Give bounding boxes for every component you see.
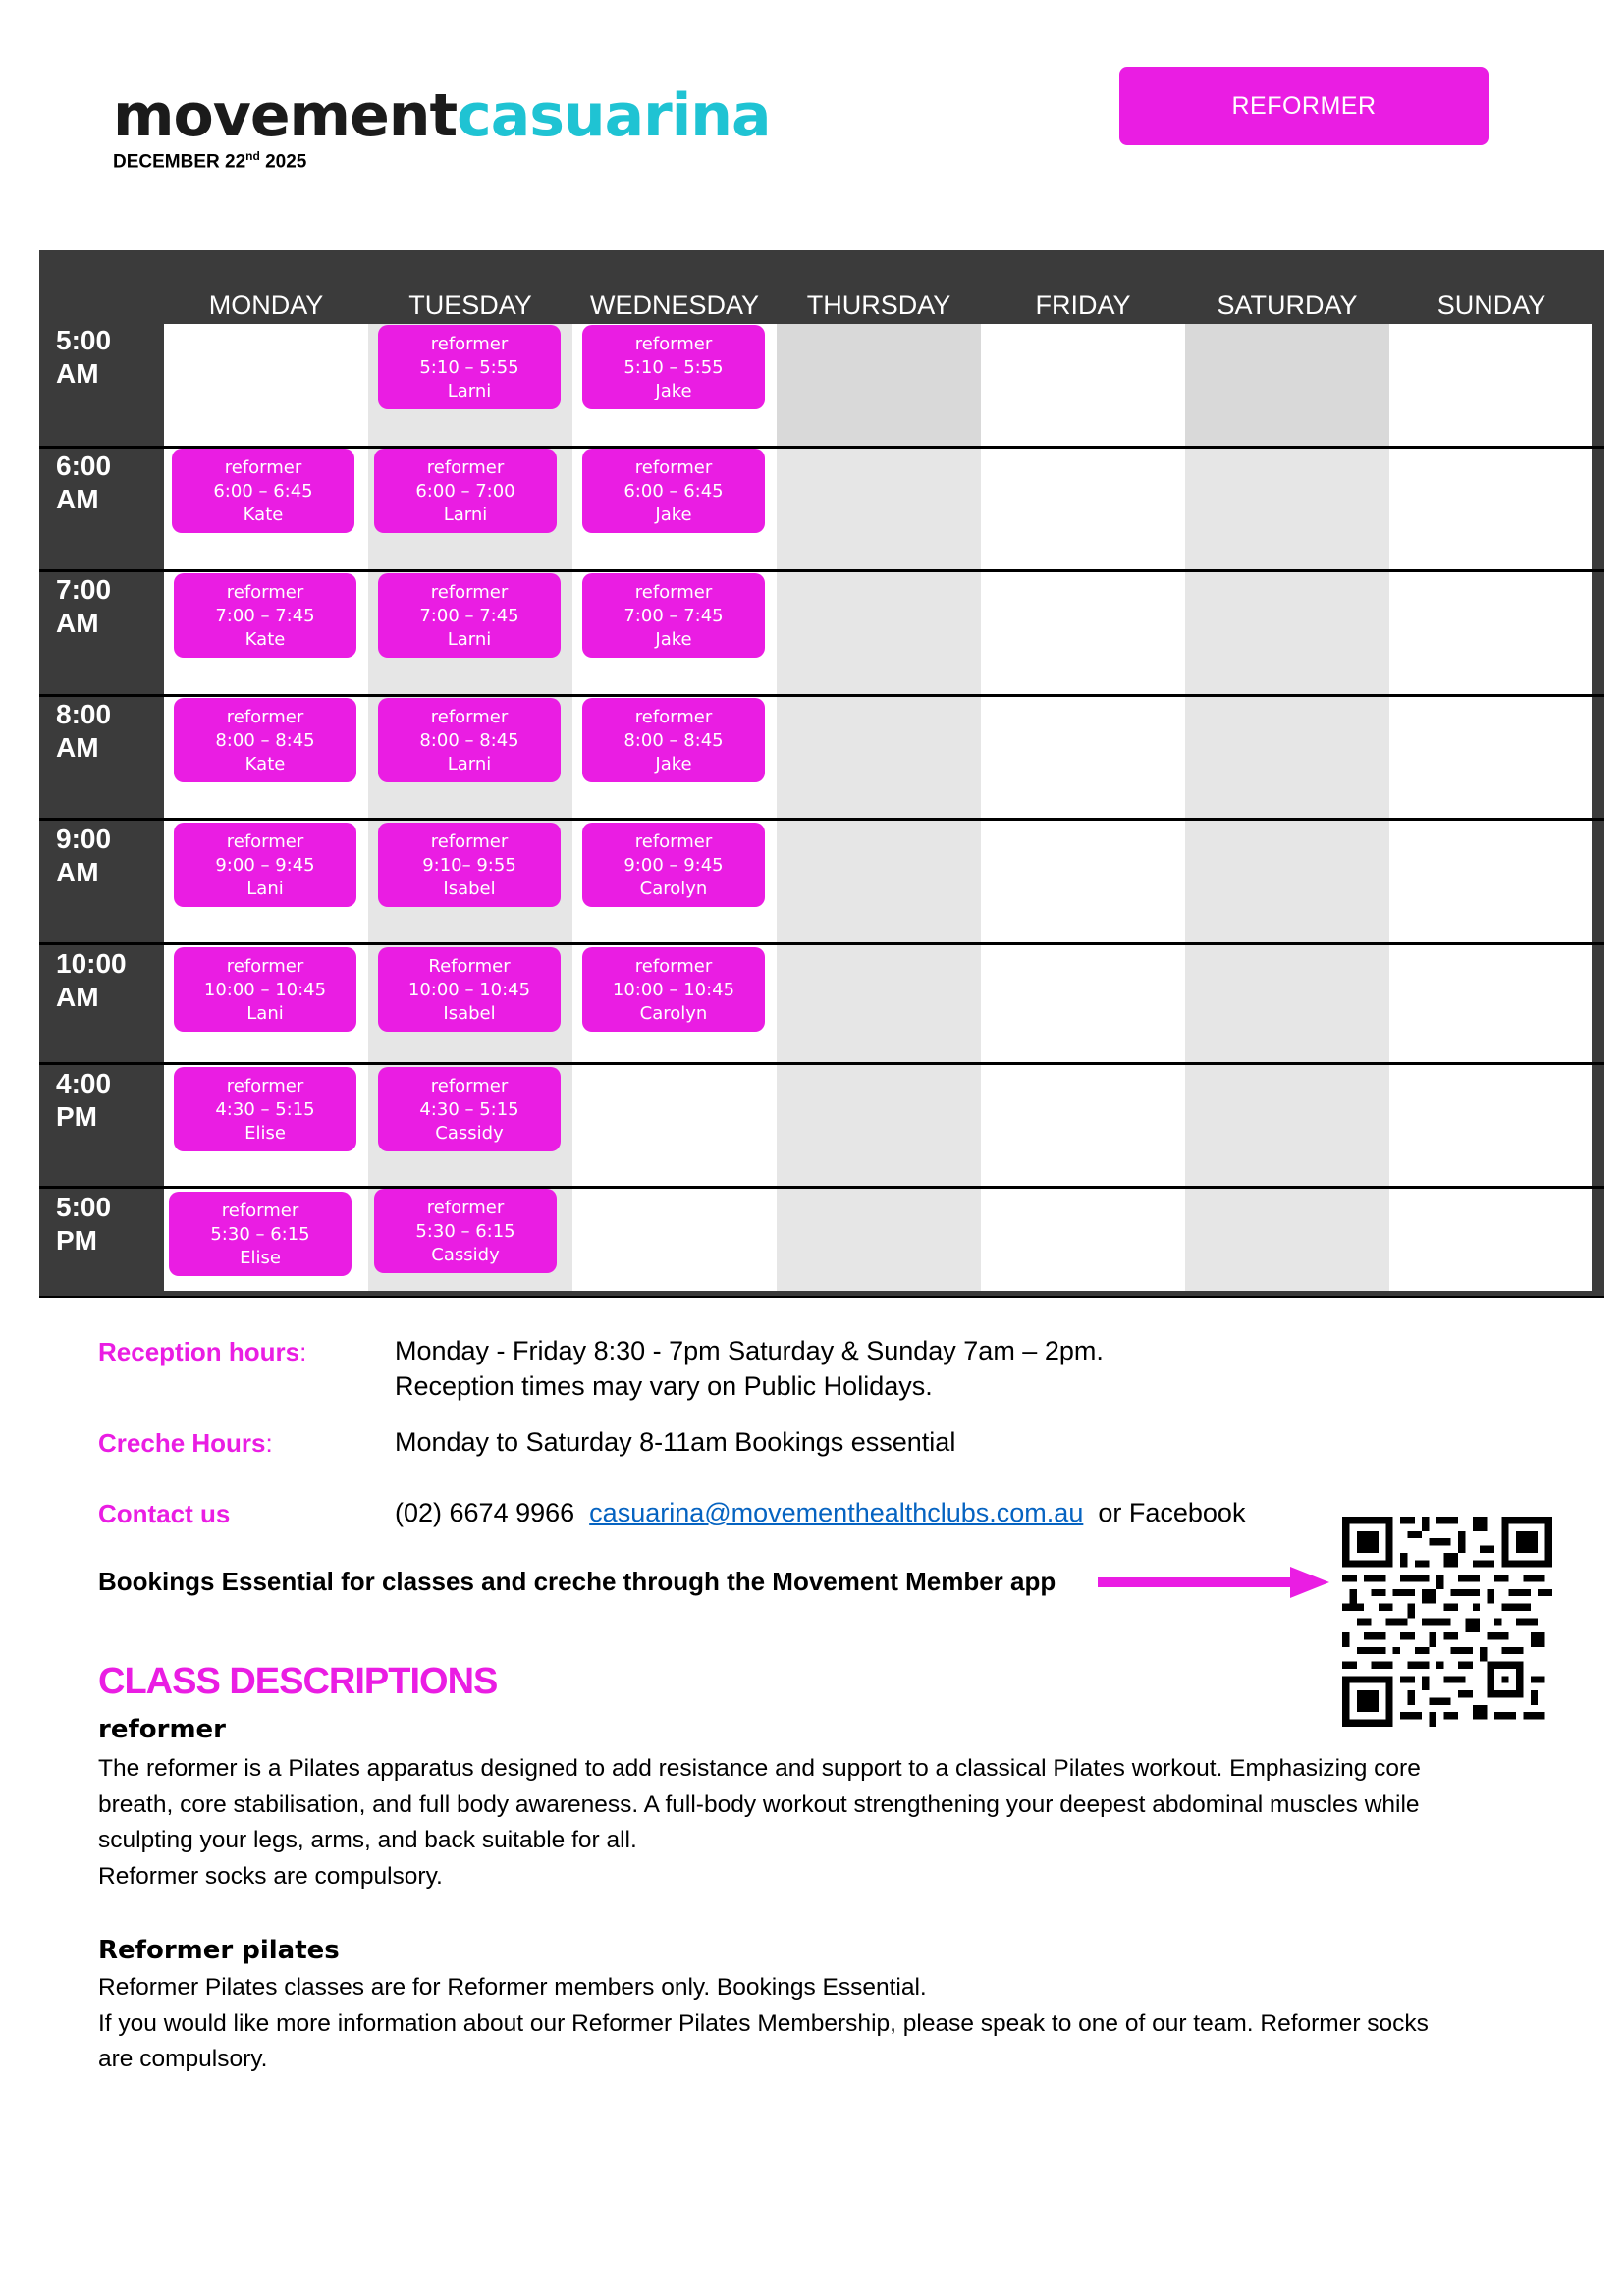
class-block[interactable]: Reformer 10:00 – 10:45 Isabel [378,947,561,1032]
class-block[interactable]: reformer 7:00 – 7:45 Larni [378,573,561,658]
contact-email-link[interactable]: casuarina@movementhealthclubs.com.au [589,1498,1084,1527]
class-block[interactable]: reformer 10:00 – 10:45 Lani [174,947,356,1032]
description-text: The reformer is a Pilates apparatus designed to add resistance and support to a classical Pilates workout. Emphasizing core breath, core stabilisation, and full body awareness. A full-body workout strengthening your deepest abdominal muscles while sculpting your legs, arms, and back suitable for all. Reformer socks are compulsory. [98,1755,1421,1890]
class-block[interactable]: reformer 9:10– 9:55 Isabel [378,823,561,907]
day-header-wednesday: WEDNESDAY [589,291,760,320]
thursday-first-cell [777,324,981,447]
contact-facebook: or Facebook [1098,1498,1246,1527]
class-block[interactable]: reformer 7:00 – 7:45 Jake [582,573,765,658]
row-divider [39,569,1604,572]
row-divider [39,1186,1604,1189]
contact-us-label: Contact us [98,1499,231,1528]
program-badge: REFORMER [1119,67,1489,145]
class-block[interactable]: reformer 8:00 – 8:45 Jake [582,698,765,782]
time-label: 5:00 PM [56,1192,112,1255]
arrow-right-icon [1098,1563,1329,1602]
time-label: 7:00 AM [56,574,112,638]
description-heading: reformer [98,1715,226,1744]
creche-hours-label: Creche Hours: [98,1428,273,1458]
class-block[interactable]: reformer 5:30 – 6:15 Cassidy [374,1189,557,1273]
day-header-sunday: SUNDAY [1436,291,1546,320]
saturday-first-cell [1185,324,1389,447]
day-header-friday: FRIDAY [1035,291,1131,320]
contact-details [395,1495,1245,1530]
class-block[interactable]: reformer 9:00 – 9:45 Lani [174,823,356,907]
time-label: 4:00 PM [56,1068,112,1132]
class-block[interactable]: reformer 6:00 – 6:45 Kate [172,449,354,533]
friday-column [981,324,1185,1291]
sunday-column [1389,324,1592,1291]
reception-hours-value: Monday - Friday 8:30 - 7pm Saturday & Sunday 7am – 2pm. Reception times may vary on Public Holidays. [395,1336,1104,1401]
time-label: 8:00 AM [56,699,112,763]
time-label: 6:00 AM [56,451,112,514]
class-block[interactable]: reformer 10:00 – 10:45 Carolyn [582,947,765,1032]
class-block[interactable]: reformer 7:00 – 7:45 Kate [174,573,356,658]
timetable-date: DECEMBER 22nd 2025 [113,149,307,173]
row-divider [39,818,1604,821]
class-block[interactable]: reformer 6:00 – 6:45 Jake [582,449,765,533]
class-block[interactable]: reformer 4:30 – 5:15 Cassidy [378,1067,561,1151]
class-block[interactable]: reformer 5:10 – 5:55 Jake [582,325,765,409]
contact-phone: (02) 6674 9966 [395,1498,575,1527]
time-label: 10:00 AM [56,948,127,1012]
qr-code-icon[interactable] [1342,1517,1552,1727]
row-divider [39,694,1604,697]
class-block[interactable]: reformer 8:00 – 8:45 Larni [378,698,561,782]
description-heading: Reformer pilates [98,1936,340,1965]
day-header-saturday: SATURDAY [1217,291,1358,320]
class-block[interactable]: reformer 4:30 – 5:15 Elise [174,1067,356,1151]
class-block[interactable]: reformer 5:30 – 6:15 Elise [169,1192,352,1276]
time-label: 5:00 AM [56,325,112,389]
saturday-column [1185,324,1389,1291]
creche-hours-value: Monday to Saturday 8-11am Bookings essential [395,1427,956,1457]
class-block[interactable]: reformer 9:00 – 9:45 Carolyn [582,823,765,907]
row-divider [39,1062,1604,1065]
day-header-monday: MONDAY [208,291,324,320]
table-bottom-border [39,1296,1604,1298]
class-block[interactable]: reformer 8:00 – 8:45 Kate [174,698,356,782]
class-descriptions-title: CLASS DESCRIPTIONS [98,1661,498,1702]
description-text: Reformer Pilates classes are for Reformer members only. Bookings Essential. If you would like more information about our Reformer Pilates Membership, please speak to one of our team. Reformer socks are compulsory. [98,1974,1429,2072]
bookings-note: Bookings Essential for classes and creche through the Movement Member app [98,1567,1056,1596]
class-block[interactable]: reformer 5:10 – 5:55 Larni [378,325,561,409]
time-label: 9:00 AM [56,824,112,887]
reception-hours-label: Reception hours: [98,1337,307,1366]
thursday-column [777,324,981,1291]
logo-casuarina-text: casuarina [457,81,771,150]
day-header-thursday: THURSDAY [806,291,951,320]
row-divider [39,942,1604,945]
day-header-tuesday: TUESDAY [408,291,532,320]
class-block[interactable]: reformer 6:00 – 7:00 Larni [374,449,557,533]
brand-logo [113,77,771,150]
logo-movement-text: movement [113,81,458,150]
